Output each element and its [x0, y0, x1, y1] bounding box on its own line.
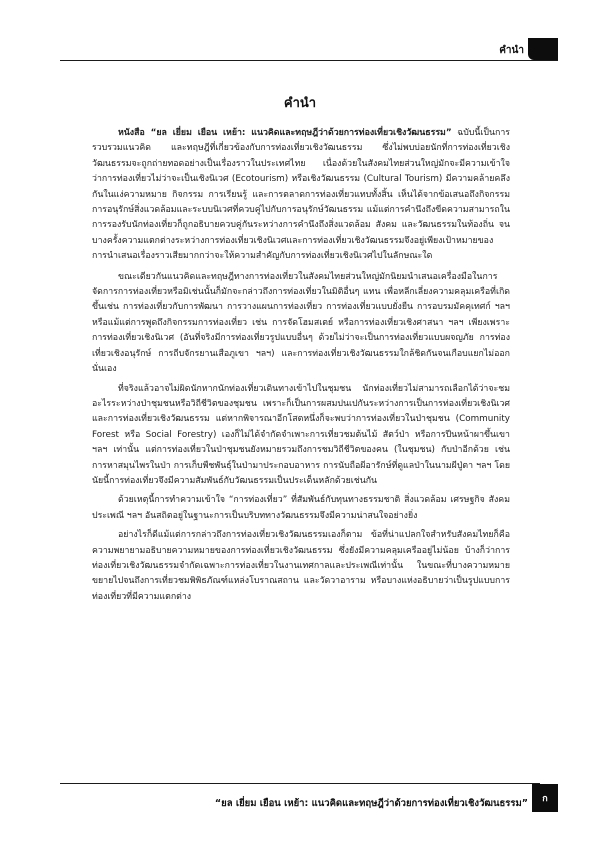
footer-running-title: “ยล เยี่ยม เยือน เหย้า: แนวคิดและทฤษฎีว่าด้วยการท่องเที่ยวเชิงวัฒนธรรม”	[214, 798, 528, 809]
header-tab-block	[528, 38, 558, 60]
paragraph-3: ที่จริงแล้วอาจไม่ผิดนักหากนักท่องเที่ยวเดินทางเข้าไปในชุมชน นักท่องเที่ยวไม่สามารถเลือกได้ว่าจะชมอะไรระหว่างป่าชุมชนหรือวิถีชีวิตของชุมชน เพราะก็เป็นการผสมปนเปกันระหว่างการเป็นการท่องเที่ยวเชิงนิเวศและการท่องเที่ยวเชิงวัฒนธรรม แต่หากพิจารณาอีกโสตหนึ่งก็จะพบว่าการท่องเที่ยวในป่าชุมชน (Community Forest หรือ Social Forestry) เองก็ไม่ได้จำกัดจำเพาะการเที่ยวชมต้นไม้ สัตว์ป่า หรือการปีนหน้าผาขึ้นเขา ฯลฯ เท่านั้น แต่การท่องเที่ยวในป่าชุมชนยังหมายรวมถึงการชมวิถีชีวิตของคน (ในชุมชน) กับป่าอีกด้วย เช่น การหาสมุนไพรในป่า การเก็บพืชพันธุ์ในป่ามาประกอบอาหาร การนับถือผีอารักษ์ที่ดูแลป่าในนามผีปู่ตา ฯลฯ โดยนัยนี้การท่องเที่ยวจึงมีความสัมพันธ์กับวัฒนธรรมเป็นประเด็นหลักด้วยเช่นกัน	[92, 383, 510, 486]
paragraph-2: ขณะเดียวกันแนวคิดและทฤษฎีทางการท่องเที่ยวในสังคมไทยส่วนใหญ่มักนิยมนำเสนอเครื่องมือในการจัดการการท่องเที่ยวหรือมิเช่นนั้นก็มักจะกล่าวถึงการท่องเที่ยวในมิติอื่นๆ แทน เพื่อหลีกเลี่ยงความคลุมเครือที่เกิดขึ้นเช่น การท่องเที่ยวกับการพัฒนา การวางแผนการท่องเที่ยว การท่องเที่ยวแบบยั่งยืน การอบรมมัคคุเทศก์ ฯลฯ หรือแม้แต่การพูดถึงกิจกรรมการท่องเที่ยว เช่น การจัดโฮมสเตย์ หรือการท่องเที่ยวเชิงศาสนา ฯลฯ เพียงเพราะการท่องเที่ยวเชิงนิเวศ (อันที่จริงมีการท่องเที่ยวรูปแบบอื่นๆ ด้วยไม่ว่าจะเป็นการท่องเที่ยวแบบผจญภัย การท่องเที่ยวเชิงอนุรักษ์ การถีบจักรยานเสือภูเขา ฯลฯ) และการท่องเที่ยวเชิงวัฒนธรรมใกล้ชิดกันจนเกือบแยกไม่ออกนั่นเอง	[92, 271, 510, 375]
paragraph-1	[92, 126, 510, 265]
header-rule	[60, 60, 558, 61]
paragraph-1-lead: หนังสือ “ยล เยี่ยม เยือน เหย้า: แนวคิดและทฤษฎีว่าด้วยการท่องเที่ยวเชิงวัฒนธรรม”	[118, 128, 452, 138]
body-text	[92, 126, 510, 609]
page-title: คำนำ	[283, 96, 317, 111]
paragraph-4: ด้วยเหตุนี้การทำความเข้าใจ “การท่องเที่ยว” ที่สัมพันธ์กับทุนทางธรรมชาติ สิ่งแวดล้อม เศรษฐกิจ สังคม ประเพณี ฯลฯ อันสถิตอยู่ในฐานะการเป็นบริบททางวัฒนธรรมจึงมีความน่าสนใจอย่างยิ่ง	[92, 495, 510, 521]
paragraph-5: อย่างไรก็ดีแม้แต่การกล่าวถึงการท่องเที่ยวเชิงวัฒนธรรมเองก็ตาม ข้อที่น่าแปลกใจสำหรับสังคมไทยก็คือความพยายามอธิบายความหมายของการท่องเที่ยวเชิงวัฒนธรรม ซึ่งยังมีความคลุมเครืออยู่ไม่น้อย บ้างก็ว่าการท่องเที่ยวเชิงวัฒนธรรมจำกัดเฉพาะการท่องเที่ยวในงานเทศกาลและประเพณีเท่านั้น ในขณะที่บางความหมายขยายไปจนถึงการเที่ยวชมพิพิธภัณฑ์แหล่งโบราณสถาน และวัดวาอาราม หรือบางแห่งอธิบายว่าเป็นรูปแบบการท่องเที่ยวที่มีความแตกต่าง	[92, 530, 510, 602]
page-number: ก	[532, 784, 558, 812]
header-section-label: คำนำ	[499, 45, 524, 56]
paragraph-1-text: ฉบับนี้เป็นการรวบรวมแนวคิด และทฤษฎีที่เกี่ยวข้องกับการท่องเที่ยวเชิงวัฒนธรรม ซึ่งไม่พบบ่อยนักที่การท่องเที่ยวเชิงวัฒนธรรมจะถูกถ่ายทอดอย่างเป็นเรื่องราวในประเทศไทย เนื่องด้วยในสังคมไทยส่วนใหญ่มักจะมีความเข้าใจว่าการท่องเที่ยวไม่ว่าจะเป็นเชิงนิเวศ (Ecotourism) หรือเชิงวัฒนธรรม (Cultural Tourism) มีความคล้ายคลึงกันในแง่ความหมาย กิจกรรม การเรียนรู้ และการตลาดการท่องเที่ยวแทบทั้งสิ้น เห็นได้จากข้อเสนอถึงกิจกรรมการอนุรักษ์สิ่งแวดล้อมและระบบนิเวศที่ควบคู่ไปกับการอนุรักษ์วัฒนธรรม แม้แต่การคำนึงถึงขีดความสามารถในการรองรับนักท่องเที่ยวก็ถูกอธิบายควบคู่กันระหว่างการคำนึงถึงสิ่งแวดล้อม สังคม และวัฒนธรรมในท้องถิ่น จนบางครั้งความแตกต่างระหว่างการท่องเที่ยวเชิงนิเวศและการท่องเที่ยวเชิงวัฒนธรรมจึงอยู่เพียงเป้าหมายของการนำเสนอเรื่องราวเสียมากกว่าจะให้ความสำคัญกับการท่องเที่ยวเชิงนิเวศไปในลักษณะใด	[92, 128, 510, 262]
footer-rule	[60, 783, 540, 784]
